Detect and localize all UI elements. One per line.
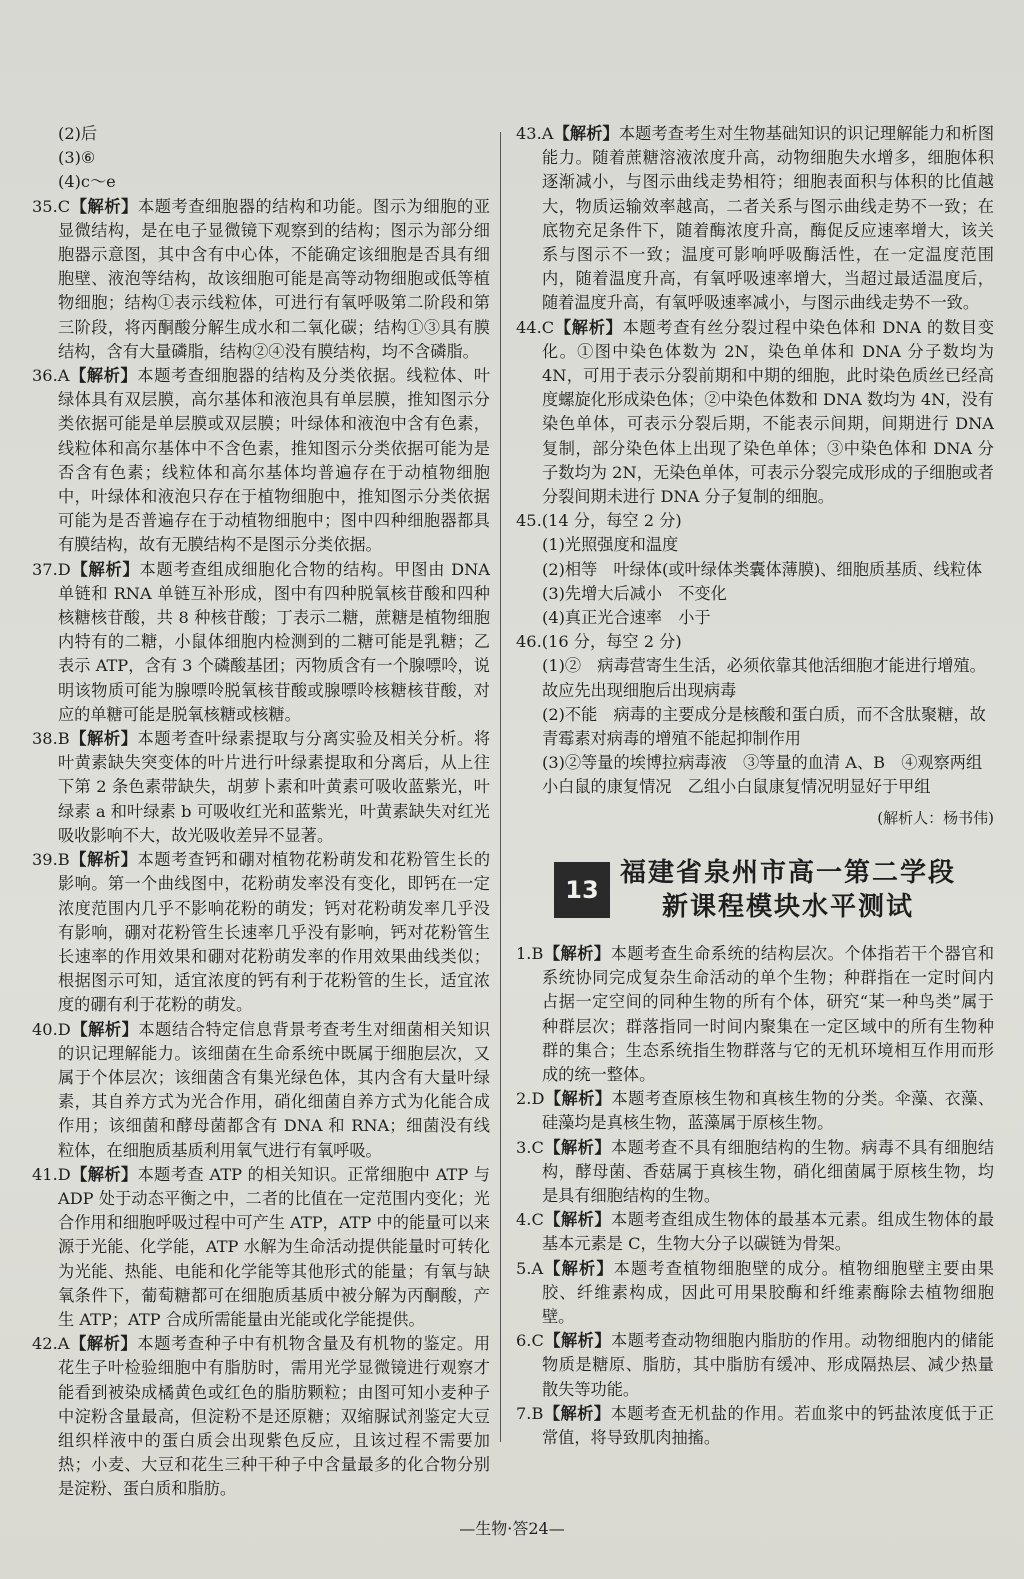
answer-subitem (32, 170, 490, 194)
analysis-tag: 【解析】 (69, 729, 138, 749)
answer-item (516, 509, 994, 533)
answer-text: 本题考查原核生物和真核生物的分类。伞藻、衣藻、硅藻均是真核生物，蓝藻属于原核生物。 (542, 1089, 995, 1133)
answer-item (516, 1402, 994, 1450)
answer-item (516, 1329, 994, 1402)
answer-text: 本题考查有丝分裂过程中染色体和 DNA 的数目变化。①图中染色体数为 2N，染色单体和 DNA 分子数均为 4N，可用于表示分裂前期和中期的细胞，此时染色质丝已经高度螺旋化形成染色体；②中染色体数和 DNA 数均为 4N，没有染色单体，可表示分裂后期，不能表示间期，间期进行 DNA 复制，部分染色体上出现了染色单体；③中染色体和 DNA 分子数均为 2N，无染色单体，可表示分裂完成形成的子细胞或者分裂间期未进行 DNA 分子复制的细胞。 (542, 317, 995, 507)
answer-item (516, 1087, 994, 1135)
answer-item (32, 558, 490, 727)
answer-text: (14 分，每空 2 分) (541, 511, 682, 531)
answer-text: 本题考查考生对生物基础知识的识记理解能力和析图能力。随着蔗糖溶液浓度升高，动物细胞失水增多，细胞体积逐渐减小，与图示曲线走势相符；细胞表面积与体积的比值越大，物质运输效率越高，二者关系与图示曲线走势不一致；在底物充足条件下，随着酶浓度升高，酶促反应速率增大，该关系与图示不一致；温度可影响呼吸酶活性，在一定温度范围内，随着温度升高，有氧呼吸速率增大，当超过最适温度后，随着温度升高，有氧呼吸速率减小，与图示曲线走势不一致。 (542, 124, 995, 313)
question-number: 39.B (32, 850, 70, 870)
question-number: 1.B (516, 943, 544, 963)
analysis-tag: 【解析】 (70, 196, 138, 216)
question-number: 45. (516, 511, 542, 531)
answer-text: (3)⑥ (58, 148, 96, 168)
analysis-tag: 【解析】 (543, 1210, 612, 1230)
analysis-tag: 【解析】 (69, 850, 138, 870)
analysis-tag: 【解析】 (70, 1019, 139, 1039)
answer-text: (1)光照强度和温度 (542, 535, 679, 555)
question-number: 44.C (516, 317, 555, 337)
analysis-tag: 【解析】 (543, 943, 611, 963)
left-column (32, 122, 490, 1502)
page-footer: —生物·答24— (459, 1519, 565, 1538)
answer-item (516, 942, 994, 1087)
section-header (554, 856, 994, 924)
answer-text: 本题结合特定信息背景考查考生对细菌相关知识的识记理解能力。该细菌在生命系统中既属于细胞层次，又属于个体层次；该细菌含有集光绿色体，其内含有大量叶绿素，其自养方式为光合作用，硝化细菌自养方式为化能合成作用；该细菌和酵母菌都含有 DNA 和 RNA；细菌没有线粒体，在细胞质基质利用氧气进行有氧呼吸。 (58, 1019, 491, 1160)
answer-text: (1)② 病毒营寄生生活，必须依靠其他活细胞才能进行增殖。故应先出现细胞后出现病毒 (542, 656, 986, 700)
answer-subitem (516, 751, 994, 799)
question-number: 2.D (516, 1089, 545, 1109)
author-note: (解析人：杨书伟) (877, 808, 994, 827)
right-top-answers (516, 122, 994, 800)
analysis-tag: 【解析】 (544, 1089, 612, 1109)
question-number: 37.D (32, 559, 71, 579)
answer-text: 本题考查动物细胞内脂肪的作用。动物细胞内的储能物质是糖原、脂肪，其中脂肪有缓冲、形成隔热层、减少热量散失等功能。 (542, 1331, 995, 1399)
section-title-line2: 新课程模块水平测试 (662, 891, 915, 922)
answer-text: (2)相等 叶绿体(或叶绿体类囊体薄膜)、细胞质基质、线粒体 (542, 559, 983, 579)
answer-subitem (516, 558, 994, 582)
analysis-tag: 【解析】 (554, 317, 623, 337)
answer-item (516, 122, 994, 316)
question-number: 41.D (32, 1164, 71, 1184)
answer-text: 本题考查生命系统的结构层次。个体指若干个器官和系统协同完成复杂生命活动的单个生物；种群指在一定时间内占据一定空间的同种生物的所有个体，研究“某一种鸟类”属于种群层次；群落指同一时间内聚集在一定区域中的所有生物种群的集合；生态系统指生物群落与它的无机环境相互作用而形成的统一整体。 (542, 943, 995, 1084)
answer-text: 本题考查无机盐的作用。若血浆中的钙盐浓度低于正常值，将导致肌肉抽搐。 (542, 1403, 995, 1447)
answer-item (32, 848, 490, 1017)
answer-item (516, 1208, 994, 1256)
answer-item (516, 316, 994, 510)
answer-item (32, 1018, 490, 1163)
answer-item (32, 727, 490, 848)
answer-item (516, 1136, 994, 1209)
question-number: 35.C (32, 196, 71, 216)
question-number: 43.A (516, 124, 554, 143)
answer-item (32, 195, 490, 364)
analysis-tag: 【解析】 (69, 1334, 138, 1354)
answer-text: (4)真正光合速率 小于 (542, 608, 711, 628)
analysis-tag: 【解析】 (543, 1258, 614, 1278)
answer-subitem (516, 582, 994, 606)
answer-text: (2)不能 病毒的主要成分是核酸和蛋白质，而不含肽聚糖，故青霉素对病毒的增殖不能起抑制作用 (542, 704, 986, 749)
analysis-tag: 【解析】 (543, 1403, 611, 1423)
question-number: 38.B (32, 729, 70, 749)
question-number: 5.A (516, 1258, 544, 1278)
answer-item (32, 364, 490, 558)
answer-text: 本题考查 ATP 的相关知识。正常细胞中 ATP 与 ADP 处于动态平衡之中，二者的比值在一定范围内变化；光合作用和细胞呼吸过程中可产生 ATP，ATP 中的能量可以来源于光能、化学能，ATP 水解为生命活动提供能量时可转化为光能、热能、电能和化学能等其他形式的能量；有氧与缺氧条件下，葡萄糖都可在细胞质基质中被分解为丙酮酸，产生 ATP；ATP 合成所需能量由光能或化学能提供。 (58, 1164, 490, 1329)
question-number: 3.C (516, 1137, 544, 1157)
question-number: 6.C (516, 1331, 544, 1351)
answer-text: (2)后 (58, 124, 98, 143)
answer-text: 本题考查植物细胞壁的成分。植物细胞壁主要由果胶、纤维素构成，因此可用果胶酶和纤维素酶除去植物细胞壁。 (542, 1258, 995, 1326)
answer-text: 本题考查不具有细胞结构的生物。病毒不具有细胞结构，酵母菌、香菇属于真核生物，硝化细菌属于原核生物，均是具有细胞结构的生物。 (542, 1137, 995, 1205)
answer-item (32, 1332, 490, 1501)
answer-text: 本题考查组成细胞化合物的结构。甲图由 DNA 单链和 RNA 单链互补形成，图中有四种脱氧核苷酸和四种核糖核苷酸，共 8 种核苷酸；丁表示二糖，蔗糖是植物细胞内特有的二糖，小鼠体细胞内检测到的二糖可能是乳糖；乙表示 ATP，含有 3 个磷酸基团；丙物质含有一个腺嘌呤，说明该物质可能为腺嘌呤脱氧核苷酸或腺嘌呤核糖核苷酸，对应的单糖可能是脱氧核糖或核糖。 (58, 559, 491, 724)
answer-item (32, 1163, 490, 1332)
question-number: 46. (516, 632, 542, 652)
answer-item (516, 630, 994, 654)
right-column (516, 122, 994, 1450)
answer-text: 本题考查种子中有机物含量及有机物的鉴定。用花生子叶检验细胞中有脂肪时，需用光学显微镜进行观察才能看到被染成橘黄色或红色的脂肪颗粒；由图可知小麦种子中淀粉含量最高，但淀粉不是还原糖；双缩脲试剂鉴定大豆组织样液中的蛋白质会出现紫色反应，且该过程不需要加热；小麦、大豆和花生三种干种子中含量最多的化合物分别是淀粉、蛋白质和脂肪。 (58, 1334, 491, 1499)
answer-subitem (516, 654, 994, 702)
right-bottom-answers (516, 942, 994, 1450)
analysis-tag: 【解析】 (543, 1331, 612, 1351)
answer-subitem (516, 533, 994, 557)
answer-item (516, 1257, 994, 1330)
analysis-tag: 【解析】 (70, 559, 140, 579)
question-number: 40.D (32, 1019, 71, 1039)
section-title-line1: 福建省泉州市高一第二学段 (620, 857, 957, 888)
answer-text: (16 分，每空 2 分) (541, 632, 682, 652)
answer-text: (3)先增大后减小 不变化 (542, 583, 727, 603)
analysis-tag: 【解析】 (70, 1164, 138, 1184)
answer-text: (4)c～e (58, 172, 116, 192)
analysis-tag: 【解析】 (553, 124, 619, 143)
question-number: 42.A (32, 1334, 70, 1354)
question-number: 7.B (516, 1403, 544, 1423)
answer-subitem (32, 122, 490, 146)
column-divider (500, 132, 501, 1442)
answer-subitem (32, 146, 490, 170)
analysis-tag: 【解析】 (69, 366, 138, 386)
answer-text: 本题考查钙和硼对植物花粉萌发和花粉管生长的影响。第一个曲线图中，花粉萌发率没有变化，即钙在一定浓度范围内几乎不影响花粉的萌发；钙对花粉萌发率几乎没有影响，硼对花粉管生长速率几乎没有影响，钙对花粉管生长速率的作用效果和硼对花粉萌发率的作用效果曲线类似；根据图示可知，适宜浓度的钙有利于花粉管的生长，适宜浓度的硼有利于花粉的萌发。 (58, 850, 491, 1015)
question-number: 36.A (32, 366, 70, 386)
answer-text: 本题考查细胞器的结构及分类依据。线粒体、叶绿体具有双层膜，高尔基体和液泡具有单层膜，推知图示分类依据可能是单层膜或双层膜；叶绿体和液泡中含有色素，线粒体和高尔基体中不含色素，推知图示分类依据可能为是否含有色素；线粒体和高尔基体均普遍存在于动植物细胞中，叶绿体和液泡只存在于植物细胞中，推知图示分类依据可能为是否普遍存在于动植物细胞中；图中四种细胞器都具有膜结构，故有无膜结构不是图示分类依据。 (58, 366, 491, 555)
section-title (620, 856, 956, 924)
answer-subitem (516, 703, 994, 751)
answer-subitem (516, 606, 994, 630)
question-number: 4.C (516, 1210, 544, 1230)
analysis-tag: 【解析】 (543, 1137, 612, 1157)
answer-text: 本题考查细胞器的结构和功能。图示为细胞的亚显微结构，是在电子显微镜下观察到的结构；图示为部分细胞器示意图，其中含有中心体，不能确定该细胞是否具有细胞壁、液泡等结构，故该细胞可能是高等动物细胞或低等植物细胞；结构①表示线粒体，可进行有氧呼吸第二阶段和第三阶段，将丙酮酸分解生成水和二氧化碳；结构①③具有膜结构，含有大量磷脂，结构②④没有膜结构，均不含磷脂。 (58, 196, 491, 361)
answer-text: 本题考查叶绿素提取与分离实验及相关分析。将叶黄素缺失突变体的叶片进行叶绿素提取和分离后，从上往下第 2 条色素带缺失，胡萝卜素和叶黄素可吸收蓝紫光，叶绿素 a 和叶绿素 b 可吸收红光和蓝紫光，叶黄素缺失对红光吸收影响不大，故光吸收差异不显著。 (58, 729, 491, 845)
section-number-badge: 13 (554, 862, 610, 918)
answer-text: 本题考查组成生物体的最基本元素。组成生物体的最基本元素是 C，生物大分子以碳链为骨架。 (542, 1210, 995, 1254)
answer-text: (3)②等量的埃博拉病毒液 ③等量的血清 A、B ④观察两组小白鼠的康复情况 乙组小白鼠康复情况明显好于甲组 (542, 753, 983, 797)
